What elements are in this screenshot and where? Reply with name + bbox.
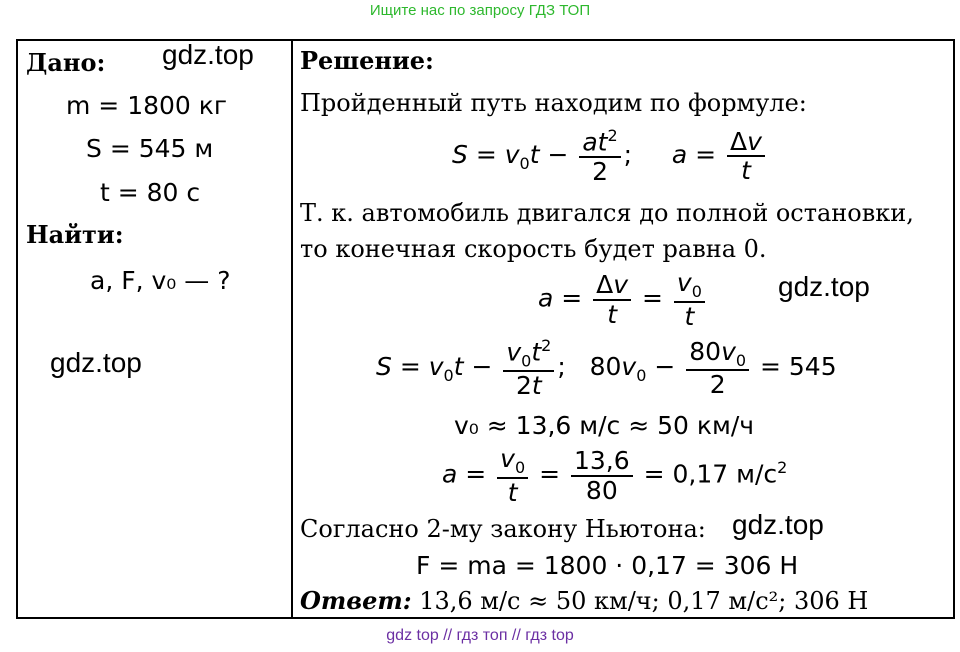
solution-title: Решение: bbox=[300, 46, 434, 75]
newton-law: Согласно 2-му закону Ньютона: bbox=[300, 515, 706, 543]
column-divider bbox=[291, 41, 293, 617]
formula-acceleration-v0: a = $\frac{\Delta v}{t}$ = $\frac{v_0}{t}$ bbox=[538, 269, 708, 330]
given-title: Дано: bbox=[26, 48, 106, 77]
answer-line bbox=[300, 586, 869, 615]
find-items: a, F, v₀ — ? bbox=[90, 266, 231, 295]
formula-force: F = ma = 1800 · 0,17 = 306 Н bbox=[416, 551, 799, 580]
footer-links[interactable]: gdz top // гдз топ // гдз top bbox=[386, 627, 574, 644]
solution-intro: Пройденный путь находим по формуле: bbox=[300, 89, 807, 117]
find-title: Найти: bbox=[26, 220, 124, 249]
watermark: gdz.top bbox=[778, 271, 870, 302]
condition-line-1: Т. к. автомобиль двигался до полной остановки, bbox=[300, 199, 914, 227]
given-mass: m = 1800 кг bbox=[66, 91, 227, 120]
formula-distance-acceleration: $S = v_0t$ − $\frac{at^2}{2}$ ; a = $\frac{\Delta v}{t}$ bbox=[452, 127, 768, 185]
formula-distance-equation: $S = v_0t$ − $\frac{v_0t^2}{2t}$ ; $80v_0$ − $\frac{80v_0}{2}$ = 545 bbox=[376, 336, 837, 400]
given-distance: S = 545 м bbox=[86, 134, 214, 163]
watermark: gdz.top bbox=[732, 509, 824, 540]
formula-acceleration-value: a = $\frac{v_0}{t}$ = $\frac{13,6}{80}$ = 0,17 $м/с^2$ bbox=[442, 444, 788, 507]
result-initial-velocity: v₀ ≈ 13,6 м/с ≈ 50 км/ч bbox=[454, 411, 755, 440]
answer-text: 13,6 м/с ≈ 50 км/ч; 0,17 м/с²; 306 Н bbox=[419, 587, 869, 615]
watermark: gdz.top bbox=[162, 39, 254, 70]
watermark: gdz.top bbox=[50, 347, 142, 378]
condition-line-2: то конечная скорость будет равна 0. bbox=[300, 235, 767, 263]
promo-header: Ищите нас по запросу ГДЗ ТОП bbox=[369, 2, 591, 19]
answer-label: Ответ: bbox=[300, 586, 412, 615]
given-time: t = 80 с bbox=[100, 178, 201, 207]
solution-table bbox=[16, 39, 955, 619]
